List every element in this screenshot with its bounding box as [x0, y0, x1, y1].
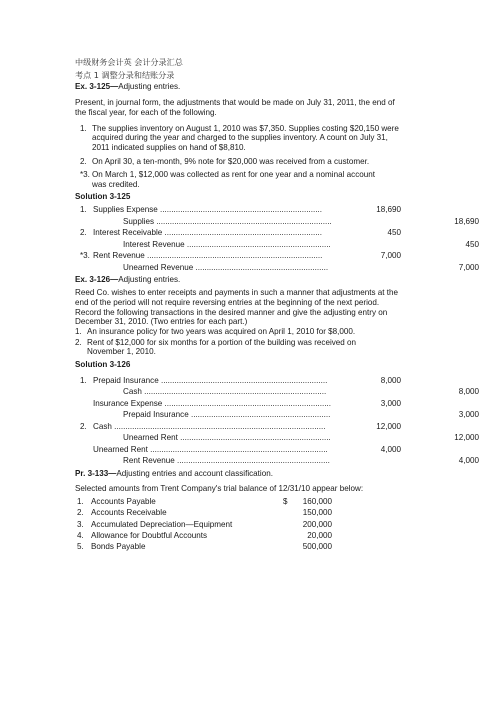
list-item-text [92, 157, 369, 167]
journal-row [80, 445, 461, 457]
entry-number: *3. [80, 251, 90, 261]
list-item [80, 124, 461, 153]
credit-amount: 7,000 [458, 262, 479, 272]
exercise-item-list [75, 124, 461, 190]
exercise-intro-line: Reed Co. wishes to enter receipts and payments in such a manner that adjustments at the [75, 288, 399, 298]
list-item-number: 1. [75, 326, 82, 336]
credit-amount: 12,000 [454, 433, 479, 443]
journal-row [80, 399, 461, 411]
journal-row [80, 433, 479, 445]
journal-row [80, 387, 479, 399]
credit-amount: 4,000 [458, 456, 479, 466]
document-page [75, 57, 479, 554]
account-amount: 200,000 [302, 519, 332, 529]
entry-number: 1. [80, 205, 87, 215]
account-amount: 20,000 [307, 531, 332, 541]
row-number: 1. [77, 497, 84, 507]
journal-row [80, 205, 461, 217]
journal-row [80, 422, 461, 434]
trial-balance-row [75, 508, 461, 519]
list-item-line: On April 30, a ten-month, 9% note for $20,000 was received from a customer. [92, 156, 370, 166]
account-name: Unearned Rent ................................................................... [123, 433, 331, 443]
account-amount: 500,000 [302, 542, 332, 552]
exercise-intro [75, 288, 461, 327]
list-item [75, 338, 461, 357]
account-name: Supplies .............................................................................. [123, 216, 332, 226]
list-item-number: *3. [80, 170, 90, 180]
debit-amount: 18,690 [376, 205, 401, 215]
account-name: Rent Revenue .............................................................................. [93, 251, 323, 261]
account-name: Unearned Rent ............................................................................... [93, 444, 328, 454]
trial-balance-row [75, 531, 461, 542]
entry-number: 2. [80, 228, 87, 238]
account-name: Rent Revenue .................................................................... [123, 456, 330, 466]
journal-entries [75, 375, 479, 468]
entry-number: 2. [80, 421, 87, 431]
debit-amount: 3,000 [380, 398, 401, 408]
row-number: 3. [77, 519, 84, 529]
exercise-intro: the fiscal year, for each of the following. [75, 107, 217, 117]
account-amount: 160,000 [302, 497, 332, 507]
exercise-intro-line: end of the period will not require reversing entries at the beginning of the next period. [75, 297, 380, 307]
journal-row [80, 410, 479, 422]
list-item-line: On March 1, $12,000 was collected as rent for one year and a nominal account [92, 170, 375, 180]
debit-amount: 7,000 [380, 251, 401, 261]
journal-row [80, 228, 461, 240]
entry-number: 1. [80, 375, 87, 385]
debit-amount: 12,000 [376, 421, 401, 431]
credit-amount: 8,000 [458, 387, 479, 397]
list-item-text [87, 338, 356, 357]
trial-balance-list [75, 497, 461, 553]
trial-balance-row [75, 542, 461, 553]
account-name: Bonds Payable [91, 542, 146, 552]
credit-amount: 450 [465, 239, 479, 249]
account-amount: 150,000 [302, 508, 332, 518]
list-item-line: November 1, 2010. [87, 347, 156, 357]
account-name: Prepaid Insurance .............................................................. [123, 410, 331, 420]
problem-intro: Selected amounts from Trent Company's trial balance of 12/31/10 appear below: [75, 484, 364, 494]
list-item [80, 157, 461, 167]
list-item-text [92, 170, 375, 189]
account-name: Accumulated Depreciation—Equipment [91, 519, 233, 529]
journal-row [80, 262, 479, 275]
topic-title: 考点 1 调整分录和结账分录 [75, 69, 175, 80]
account-name: Unearned Revenue ........................................................... [123, 262, 329, 272]
list-item-number: 2. [75, 337, 82, 347]
debit-amount: 4,000 [380, 444, 401, 454]
list-item-line: An insurance policy for two years was acquired on April 1, 2010 for $8,000. [87, 326, 356, 336]
solution-heading: Solution 3-126 [75, 360, 131, 370]
exercise-heading: Ex. 3-125—Adjusting entries. [75, 82, 181, 92]
list-item-number: 2. [80, 156, 87, 166]
account-name: Interest Receivable ...................................................................... [93, 228, 322, 238]
account-name: Prepaid Insurance .......................................................................... [93, 375, 328, 385]
problem-heading: Pr. 3-133—Adjusting entries and account classification. [75, 468, 273, 478]
list-item-number: 1. [80, 123, 87, 133]
list-item-line: was credited. [92, 180, 140, 190]
row-number: 4. [77, 531, 84, 541]
journal-row [80, 239, 479, 252]
account-name: Insurance Expense .......................................................................... [93, 398, 331, 408]
row-number: 5. [77, 542, 84, 552]
exercise-item-list [75, 327, 461, 357]
list-item-text [92, 124, 399, 153]
account-name: Cash ................................................................................. [123, 387, 327, 397]
list-item-line: 2011 indicated supplies on hand of $8,810. [92, 142, 246, 152]
exercise-intro-line: December 31, 2010. (Two entries for each part.) [75, 317, 248, 327]
journal-row [80, 251, 461, 263]
credit-amount: 3,000 [458, 410, 479, 420]
row-number: 2. [77, 508, 84, 518]
credit-amount: 18,690 [454, 216, 479, 226]
solution-heading: Solution 3-125 [75, 191, 131, 201]
account-name: Cash .............................................................................................. [93, 421, 326, 431]
account-name: Supplies Expense ........................................................................ [93, 205, 322, 215]
account-name: Accounts Receivable [91, 508, 167, 518]
journal-row [80, 376, 461, 388]
list-item-line: acquired during the year and charged to the supplies inventory. A count on July 31, [92, 133, 388, 143]
debit-amount: 450 [387, 228, 401, 238]
list-item [80, 170, 461, 189]
list-item-line: The supplies inventory on August 1, 2010 was $7,350. Supplies costing $20,150 were [92, 123, 399, 133]
document-title: 中级财务会计英 会计分录汇总 [75, 57, 183, 67]
journal-row [80, 216, 479, 229]
list-item-line: Rent of $12,000 for six months for a portion of the building was received on [87, 337, 357, 347]
exercise-intro-line: Record the following transactions in the desired manner and give the adjusting entry on [75, 307, 388, 317]
debit-amount: 8,000 [380, 375, 401, 385]
account-name: Interest Revenue ................................................................ [123, 239, 331, 249]
journal-entries [75, 205, 479, 274]
list-item-text [87, 327, 355, 337]
trial-balance-row [75, 520, 461, 531]
trial-balance-row [75, 497, 461, 508]
journal-row [80, 456, 479, 468]
account-name: Accounts Payable [91, 497, 156, 507]
exercise-heading: Ex. 3-126—Adjusting entries. [75, 275, 181, 285]
account-name: Allowance for Doubtful Accounts [91, 531, 208, 541]
list-item [75, 327, 461, 337]
currency-symbol: $ [283, 497, 288, 507]
exercise-intro: Present, in journal form, the adjustments that would be made on July 31, 2011, the end of [75, 98, 395, 108]
